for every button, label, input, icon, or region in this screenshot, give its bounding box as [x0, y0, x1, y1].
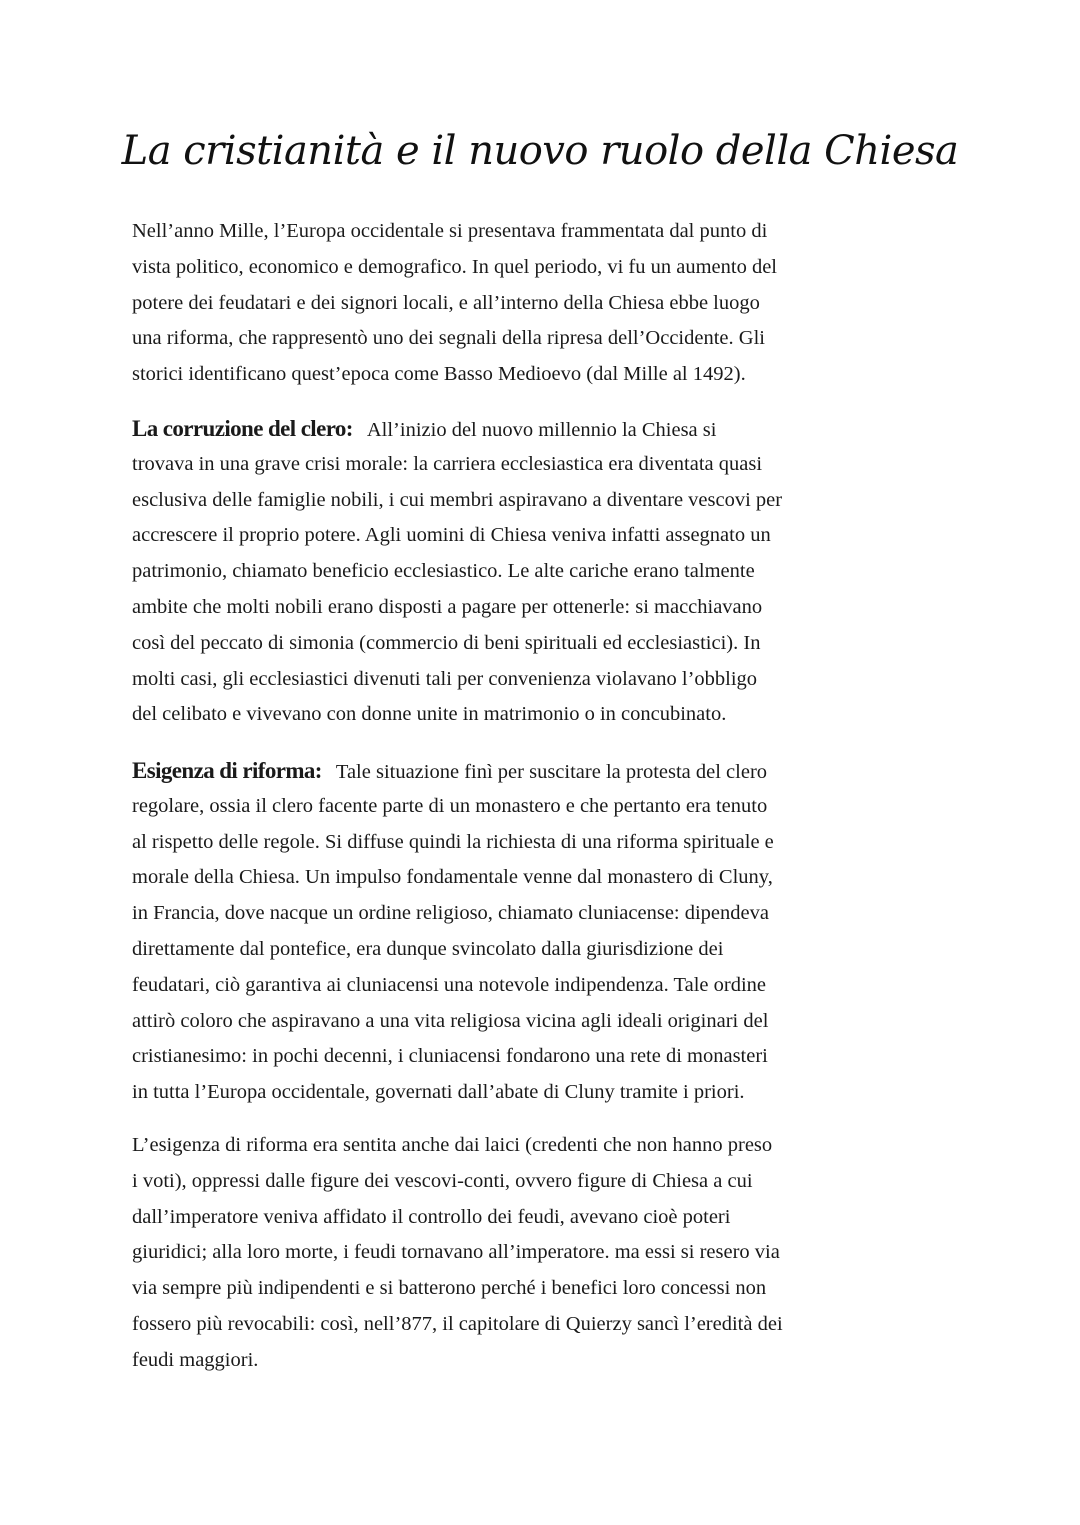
text-line: potere dei feudatari e dei signori locali, e all’interno della Chiesa ebbe luogo — [132, 291, 760, 314]
riforma-paragraph — [132, 753, 962, 1111]
text-line: regolare, ossia il clero facente parte di un monastero e che pertanto era tenuto — [132, 794, 768, 817]
text-line: cristianesimo: in pochi decenni, i cluniacensi fondarono una rete di monasteri — [132, 1045, 768, 1068]
text-line: fossero più revocabili: così, nell’877, il capitolare di Quierzy sancì l’eredità dei — [132, 1312, 783, 1335]
text-line: esclusiva delle famiglie nobili, i cui membri aspiravano a diventare vescovi per — [132, 488, 783, 511]
intro-paragraph — [132, 214, 962, 393]
text-line: All’inizio del nuovo millennio la Chiesa si — [366, 419, 717, 441]
text-line: direttamente dal pontefice, era dunque svincolato dalla giurisdizione dei — [132, 937, 724, 960]
text-line: via sempre più indipendenti e si batterono perché i benefici loro concessi non — [132, 1277, 767, 1300]
text-line: così del peccato di simonia (commercio di beni spirituali ed ecclesiastici). In — [132, 631, 761, 654]
text-line: Nell’anno Mille, l’Europa occidentale si presentava frammentata dal punto di — [132, 220, 768, 242]
text-line: Tale situazione finì per suscitare la protesta del clero — [335, 761, 768, 783]
text-line: patrimonio, chiamato beneficio ecclesiastico. Le alte cariche erano talmente — [132, 560, 755, 583]
text-line: morale della Chiesa. Un impulso fondamentale venne dal monastero di Cluny, — [132, 866, 773, 889]
section-heading: La corruzione del clero: — [132, 416, 353, 441]
text-line: ambite che molti nobili erano disposti a pagare per ottenerle: si macchiavano — [132, 595, 763, 618]
text-line: L’esigenza di riforma era sentita anche dai laici (credenti che non hanno preso — [132, 1134, 773, 1156]
text-line: giuridici; alla loro morte, i feudi tornavano all’imperatore. ma essi si resero via — [132, 1241, 780, 1264]
laici-paragraph — [132, 1128, 962, 1379]
text-line: molti casi, gli ecclesiastici divenuti tali per convenienza violavano l’obbligo — [132, 667, 758, 690]
text-line: dall’imperatore veniva affidato il controllo dei feudi, avevano cioè poteri — [132, 1205, 731, 1228]
page-title: La cristianità e il nuovo ruolo della Chiesa — [121, 128, 959, 174]
text-line: accrescere il proprio potere. Agli uomini di Chiesa veniva infatti assegnato un — [132, 524, 771, 547]
section-heading: Esigenza di riforma: — [132, 758, 322, 783]
text-line: vista politico, economico e demografico. In quel periodo, vi fu un aumento del — [132, 255, 777, 278]
text-line: in Francia, dove nacque un ordine religioso, chiamato cluniacense: dipendeva — [132, 902, 769, 925]
text-line: in tutta l’Europa occidentale, governati dall’abate di Cluny tramite i priori. — [132, 1081, 745, 1104]
text-line: i voti), oppressi dalle figure dei vescovi-conti, ovvero figure di Chiesa a cui — [132, 1169, 753, 1192]
text-line: feudi maggiori. — [132, 1348, 259, 1371]
text-line: trovava in una grave crisi morale: la carriera ecclesiastica era diventata quasi — [132, 452, 763, 475]
text-line: al rispetto delle regole. Si diffuse quindi la richiesta di una riforma spirituale e — [132, 830, 774, 853]
text-line: una riforma, che rappresentò uno dei segnali della ripresa dell’Occidente. Gli — [132, 327, 765, 350]
text-line: attirò coloro che aspiravano a una vita religiosa vicina agli ideali originari del — [132, 1009, 769, 1032]
corruzione-paragraph — [132, 411, 962, 733]
text-line: storici identificano quest’epoca come Basso Medioevo (dal Mille al 1492). — [132, 363, 746, 386]
text-line: feudatari, ciò garantiva ai cluniacensi una notevole indipendenza. Tale ordine — [132, 973, 766, 996]
text-line: del celibato e vivevano con donne unite in matrimonio o in concubinato. — [132, 703, 727, 726]
